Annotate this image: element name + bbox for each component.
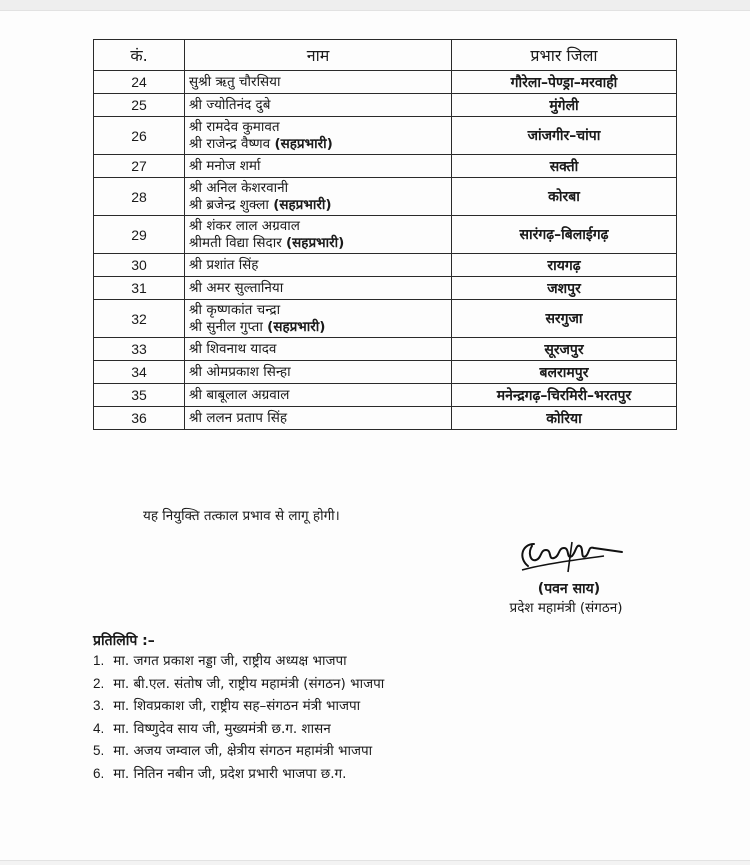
person-name: श्री प्रशांत सिंह xyxy=(189,256,259,273)
allocation-table xyxy=(93,39,677,430)
table-row xyxy=(94,254,677,277)
person-name: श्री ज्योतिनंद दुबे xyxy=(189,96,271,113)
person-name: श्री अनिल केशरवानी xyxy=(189,179,289,196)
serial-number: 28 xyxy=(94,178,185,216)
copy-to-item xyxy=(93,740,384,763)
viewer-top-bar xyxy=(0,0,750,11)
district-name: कोरिया xyxy=(452,407,677,430)
table-row xyxy=(94,300,677,338)
incharge-names xyxy=(185,254,452,277)
incharge-names xyxy=(185,300,452,338)
copy-to-heading: प्रतिलिपि :– xyxy=(93,633,155,649)
incharge-names xyxy=(185,361,452,384)
copy-to-index: 6. xyxy=(93,765,105,781)
table-row xyxy=(94,384,677,407)
incharge-name xyxy=(189,341,447,358)
serial-number: 29 xyxy=(94,216,185,254)
serial-number: 31 xyxy=(94,277,185,300)
incharge-name xyxy=(189,280,447,297)
incharge-name xyxy=(189,180,447,197)
serial-number: 34 xyxy=(94,361,185,384)
copy-to-index: 2. xyxy=(93,675,105,691)
co-incharge-tag: (सहप्रभारी) xyxy=(286,234,345,251)
person-name: श्री बाबूलाल अग्रवाल xyxy=(189,386,290,403)
incharge-name xyxy=(189,364,447,381)
person-name: श्री ललन प्रताप सिंह xyxy=(189,409,288,426)
table-body xyxy=(94,71,677,430)
serial-number: 36 xyxy=(94,407,185,430)
co-incharge-tag: (सहप्रभारी) xyxy=(274,135,333,152)
person-name: श्री शंकर लाल अग्रवाल xyxy=(189,217,300,234)
copy-to-text: मा. नितिन नबीन जी, प्रदेश प्रभारी भाजपा छ.ग. xyxy=(113,765,347,782)
copy-to-item xyxy=(93,695,384,718)
co-incharge-name xyxy=(189,197,447,214)
district-name: गौरेला–पेण्ड्रा–मरवाही xyxy=(452,71,677,94)
incharge-names xyxy=(185,94,452,117)
person-name: श्रीमती विद्या सिदार xyxy=(189,234,282,251)
table-row xyxy=(94,338,677,361)
incharge-names xyxy=(185,384,452,407)
copy-to-item xyxy=(93,673,384,696)
incharge-names xyxy=(185,338,452,361)
serial-number: 25 xyxy=(94,94,185,117)
person-name: श्री राजेन्द्र वैष्णव xyxy=(189,135,271,152)
serial-number: 33 xyxy=(94,338,185,361)
incharge-names xyxy=(185,117,452,155)
header-name: नाम xyxy=(185,40,452,71)
incharge-name xyxy=(189,97,447,114)
serial-number: 35 xyxy=(94,384,185,407)
copy-to-text: मा. विष्णुदेव साय जी, मुख्यमंत्री छ.ग. शासन xyxy=(113,720,331,737)
incharge-names xyxy=(185,407,452,430)
incharge-name xyxy=(189,218,447,235)
copy-to-list xyxy=(93,650,384,785)
copy-to-text: मा. बी.एल. संतोष जी, राष्ट्रीय महामंत्री (संगठन) भाजपा xyxy=(113,675,385,692)
co-incharge-name xyxy=(189,319,447,336)
table-row xyxy=(94,155,677,178)
table-row xyxy=(94,407,677,430)
serial-number: 30 xyxy=(94,254,185,277)
viewer-bottom-bar xyxy=(0,860,750,865)
incharge-names xyxy=(185,277,452,300)
incharge-name xyxy=(189,387,447,404)
district-name: मुंगेली xyxy=(452,94,677,117)
signature-icon xyxy=(514,538,624,574)
person-name: श्री ओमप्रकाश सिन्हा xyxy=(189,363,291,380)
person-name: श्री शिवनाथ यादव xyxy=(189,340,277,357)
incharge-name xyxy=(189,74,447,91)
incharge-name xyxy=(189,410,447,427)
person-name: श्री मनोज शर्मा xyxy=(189,157,261,174)
copy-to-text: मा. शिवप्रकाश जी, राष्ट्रीय सह–संगठन मंत्री भाजपा xyxy=(113,698,361,714)
table-row xyxy=(94,178,677,216)
incharge-name xyxy=(189,302,447,319)
table-row xyxy=(94,94,677,117)
person-name: श्री कृष्णकांत चन्द्रा xyxy=(189,301,281,318)
co-incharge-tag: (सहप्रभारी) xyxy=(267,318,326,335)
district-name: सरगुजा xyxy=(452,300,677,338)
copy-to-item xyxy=(93,763,384,786)
district-name: सक्ती xyxy=(452,155,677,178)
incharge-names xyxy=(185,216,452,254)
table-row xyxy=(94,71,677,94)
district-name: जांजगीर–चांपा xyxy=(452,117,677,155)
copy-to-index: 5. xyxy=(93,743,105,758)
person-name: श्री ब्रजेन्द्र शुक्ला xyxy=(189,196,269,213)
signer-title: प्रदेश महामंत्री (संगठन) xyxy=(509,600,623,616)
incharge-name xyxy=(189,119,447,136)
table-row xyxy=(94,277,677,300)
table-row xyxy=(94,361,677,384)
copy-to-text: मा. अजय जम्वाल जी, क्षेत्रीय संगठन महामंत्री भाजपा xyxy=(113,743,373,759)
district-name: रायगढ़ xyxy=(452,254,677,277)
incharge-name xyxy=(189,158,447,175)
copy-to-index: 3. xyxy=(93,698,105,713)
co-incharge-name xyxy=(189,235,447,252)
incharge-names xyxy=(185,71,452,94)
serial-number: 32 xyxy=(94,300,185,338)
signer-name: (पवन साय) xyxy=(537,581,601,597)
district-name: मनेन्द्रगढ़–चिरमिरी–भरतपुर xyxy=(452,384,677,407)
copy-to-index: 4. xyxy=(93,720,105,736)
copy-to-item xyxy=(93,650,384,673)
serial-number: 24 xyxy=(94,71,185,94)
district-name: सारंगढ़–बिलाईगढ़ xyxy=(452,216,677,254)
serial-number: 27 xyxy=(94,155,185,178)
person-name: श्री रामदेव कुमावत xyxy=(189,118,280,135)
table-row xyxy=(94,216,677,254)
incharge-names xyxy=(185,178,452,216)
serial-number: 26 xyxy=(94,117,185,155)
table-row xyxy=(94,117,677,155)
district-name: जशपुर xyxy=(452,277,677,300)
co-incharge-tag: (सहप्रभारी) xyxy=(273,196,332,213)
copy-to-item xyxy=(93,718,384,741)
incharge-names xyxy=(185,155,452,178)
district-name: कोरबा xyxy=(452,178,677,216)
person-name: श्री अमर सुल्तानिया xyxy=(189,279,284,296)
person-name: सुश्री ऋतु चौरसिया xyxy=(189,73,281,90)
district-name: बलरामपुर xyxy=(452,361,677,384)
incharge-name xyxy=(189,257,447,274)
header-district: प्रभार जिला xyxy=(452,40,677,71)
effective-note: यह नियुक्ति तत्काल प्रभाव से लागू होगी। xyxy=(143,508,340,524)
district-name: सूरजपुर xyxy=(452,338,677,361)
co-incharge-name xyxy=(189,136,447,153)
header-serial: कं. xyxy=(94,40,185,71)
person-name: श्री सुनील गुप्ता xyxy=(189,318,263,335)
copy-to-text: मा. जगत प्रकाश नड्डा जी, राष्ट्रीय अध्यक्ष भाजपा xyxy=(113,653,347,669)
table-header-row xyxy=(94,40,677,71)
copy-to-index: 1. xyxy=(93,653,105,668)
